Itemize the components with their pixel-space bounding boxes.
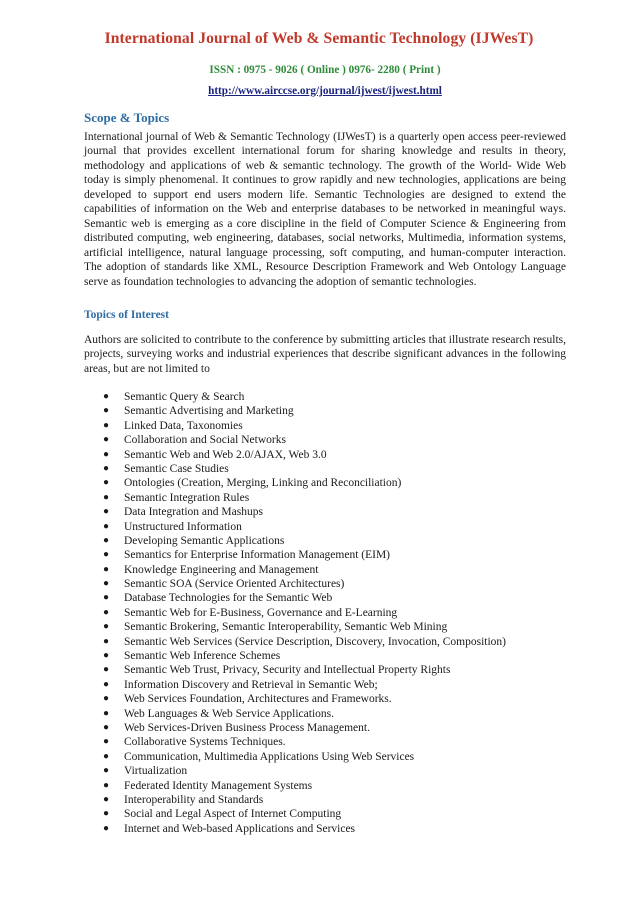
list-item-label: Semantic Web Trust, Privacy, Security and Intellectual Property Rights (124, 664, 451, 677)
bullet-icon: ● (103, 506, 110, 518)
bullet-icon: ● (103, 750, 110, 762)
bullet-icon: ● (103, 736, 110, 748)
list-item-label: Internet and Web-based Applications and Services (124, 822, 356, 835)
list-item-label: Semantic Query & Search (124, 391, 245, 403)
list-item (100, 491, 570, 505)
list-item (100, 721, 570, 735)
list-item (100, 419, 570, 433)
bullet-icon: ● (103, 477, 110, 489)
list-item (100, 678, 570, 692)
list-item (100, 750, 570, 764)
list-item-label: Semantic Advertising and Marketing (124, 405, 294, 418)
list-item-label: Semantic SOA (Service Oriented Architectures) (124, 578, 345, 591)
list-item (100, 448, 570, 462)
list-item (100, 635, 570, 649)
list-item-label: Data Integration and Mashups (124, 506, 263, 519)
list-item (100, 404, 570, 418)
list-item-label: Web Languages & Web Service Applications. (124, 707, 334, 720)
bullet-icon: ● (103, 448, 110, 460)
list-item (100, 520, 570, 534)
bullet-icon: ● (103, 635, 110, 647)
list-item-label: Database Technologies for the Semantic Web (124, 592, 333, 605)
bullet-icon: ● (103, 707, 110, 719)
list-item-label: Semantic Brokering, Semantic Interoperability, Semantic Web Mining (124, 621, 448, 634)
bullet-icon: ● (103, 419, 110, 431)
list-item-label: Collaborative Systems Techniques. (124, 736, 286, 749)
list-item-label: Ontologies (Creation, Merging, Linking and Reconciliation) (124, 477, 402, 490)
list-item (100, 822, 570, 836)
list-item-label: Interoperability and Standards (124, 793, 264, 806)
list-item-label: Communication, Multimedia Applications Using Web Services (124, 750, 415, 763)
list-item-label: Semantic Web and Web 2.0/AJAX, Web 3.0 (124, 448, 327, 461)
bullet-icon: ● (103, 549, 110, 561)
list-item (100, 793, 570, 807)
list-item (100, 707, 570, 721)
list-item (100, 591, 570, 605)
scope-heading: Scope & Topics (84, 110, 170, 125)
list-item (100, 764, 570, 778)
list-item-label: Developing Semantic Applications (124, 534, 285, 547)
bullet-icon: ● (103, 693, 110, 705)
list-item (100, 476, 570, 490)
bullet-icon: ● (103, 650, 110, 662)
bullet-icon: ● (103, 678, 110, 690)
bullet-icon: ● (103, 721, 110, 733)
topics-heading: Topics of Interest (84, 309, 169, 321)
list-item-label: Semantic Web Inference Schemes (124, 650, 281, 663)
list-item (100, 433, 570, 447)
list-item-label: Knowledge Engineering and Management (124, 563, 319, 576)
list-item (100, 620, 570, 634)
list-item (100, 577, 570, 591)
bullet-icon: ● (103, 578, 110, 590)
topics-list (100, 390, 570, 836)
list-item-label: Semantic Web Services (Service Description, Discovery, Invocation, Composition) (124, 635, 506, 648)
list-item-label: Semantic Web for E-Business, Governance and E-Learning (124, 606, 398, 619)
list-item-label: Semantic Integration Rules (124, 491, 250, 504)
list-item-label: Web Services Foundation, Architectures and Frameworks. (124, 693, 392, 706)
list-item (100, 606, 570, 620)
bullet-icon: ● (103, 822, 110, 834)
list-item (100, 534, 570, 548)
topics-intro-paragraph: Authors are solicited to contribute to the conference by submitting articles that illustrate research results, projects, surveying works and industrial experiences that describe significant advances in the following areas, but are not limited to (84, 334, 566, 375)
list-item (100, 462, 570, 476)
list-item-label: Web Services-Driven Business Process Management. (124, 721, 370, 734)
bullet-icon: ● (103, 405, 110, 417)
issn-line: ISSN : 0975 - 9026 ( Online ) 0976- 2280 ( Print ) (209, 64, 441, 76)
bullet-icon: ● (103, 520, 110, 532)
list-item (100, 505, 570, 519)
list-item (100, 663, 570, 677)
list-item-label: Linked Data, Taxonomies (124, 419, 243, 432)
list-item-label: Virtualization (124, 765, 188, 778)
list-item (100, 692, 570, 706)
bullet-icon: ● (103, 534, 110, 546)
list-item (100, 563, 570, 577)
bullet-icon: ● (103, 606, 110, 618)
list-item-label: Collaboration and Social Networks (124, 434, 286, 447)
list-item (100, 548, 570, 562)
list-item (100, 779, 570, 793)
list-item (100, 807, 570, 821)
bullet-icon: ● (103, 462, 110, 474)
bullet-icon: ● (103, 808, 110, 820)
list-item (100, 390, 570, 404)
journal-title: International Journal of Web & Semantic Technology (IJWesT) (104, 30, 534, 47)
bullet-icon: ● (103, 491, 110, 503)
bullet-icon: ● (103, 664, 110, 676)
bullet-icon: ● (103, 563, 110, 575)
bullet-icon: ● (103, 592, 110, 604)
bullet-icon: ● (103, 434, 110, 446)
list-item-label: Information Discovery and Retrieval in Semantic Web; (124, 678, 378, 691)
journal-url-link[interactable]: http://www.airccse.org/journal/ijwest/ijwest.html (208, 85, 442, 97)
list-item (100, 649, 570, 663)
bullet-icon: ● (103, 765, 110, 777)
list-item-label: Semantic Case Studies (124, 462, 229, 475)
bullet-icon: ● (103, 621, 110, 633)
bullet-icon: ● (103, 793, 110, 805)
scope-paragraph: International journal of Web & Semantic Technology (IJWesT) is a quarterly open access peer-reviewed journal that provides excellent international forum for sharing knowledge and results in theory, methodology and applications of web & semantic technology. The growth of the World- Wide Web today is simply phenomenal. It continues to grow rapidly and new technologies, applications are being developed to support end users modern life. Semantic Technologies are designed to extend the capabilities of information on the Web and enterprise databases to be networked in meaningful ways. Semantic web is emerging as a core discipline in the field of Computer Science & Engineering from distributed computing, web engineering, databases, social networks, Multimedia, information systems, artificial intelligence, natural language processing, soft computing, and human-computer interaction. The adoption of standards like XML, Resource Description Framework and Web Ontology Language serve as foundation technologies to advancing the adoption of semantic technologies. (84, 131, 566, 288)
list-item (100, 735, 570, 749)
bullet-icon: ● (103, 391, 110, 402)
list-item-label: Semantics for Enterprise Information Management (EIM) (124, 549, 391, 562)
list-item-label: Unstructured Information (124, 520, 242, 533)
list-item-label: Social and Legal Aspect of Internet Computing (124, 808, 342, 821)
bullet-icon: ● (103, 779, 110, 791)
list-item-label: Federated Identity Management Systems (124, 779, 313, 792)
